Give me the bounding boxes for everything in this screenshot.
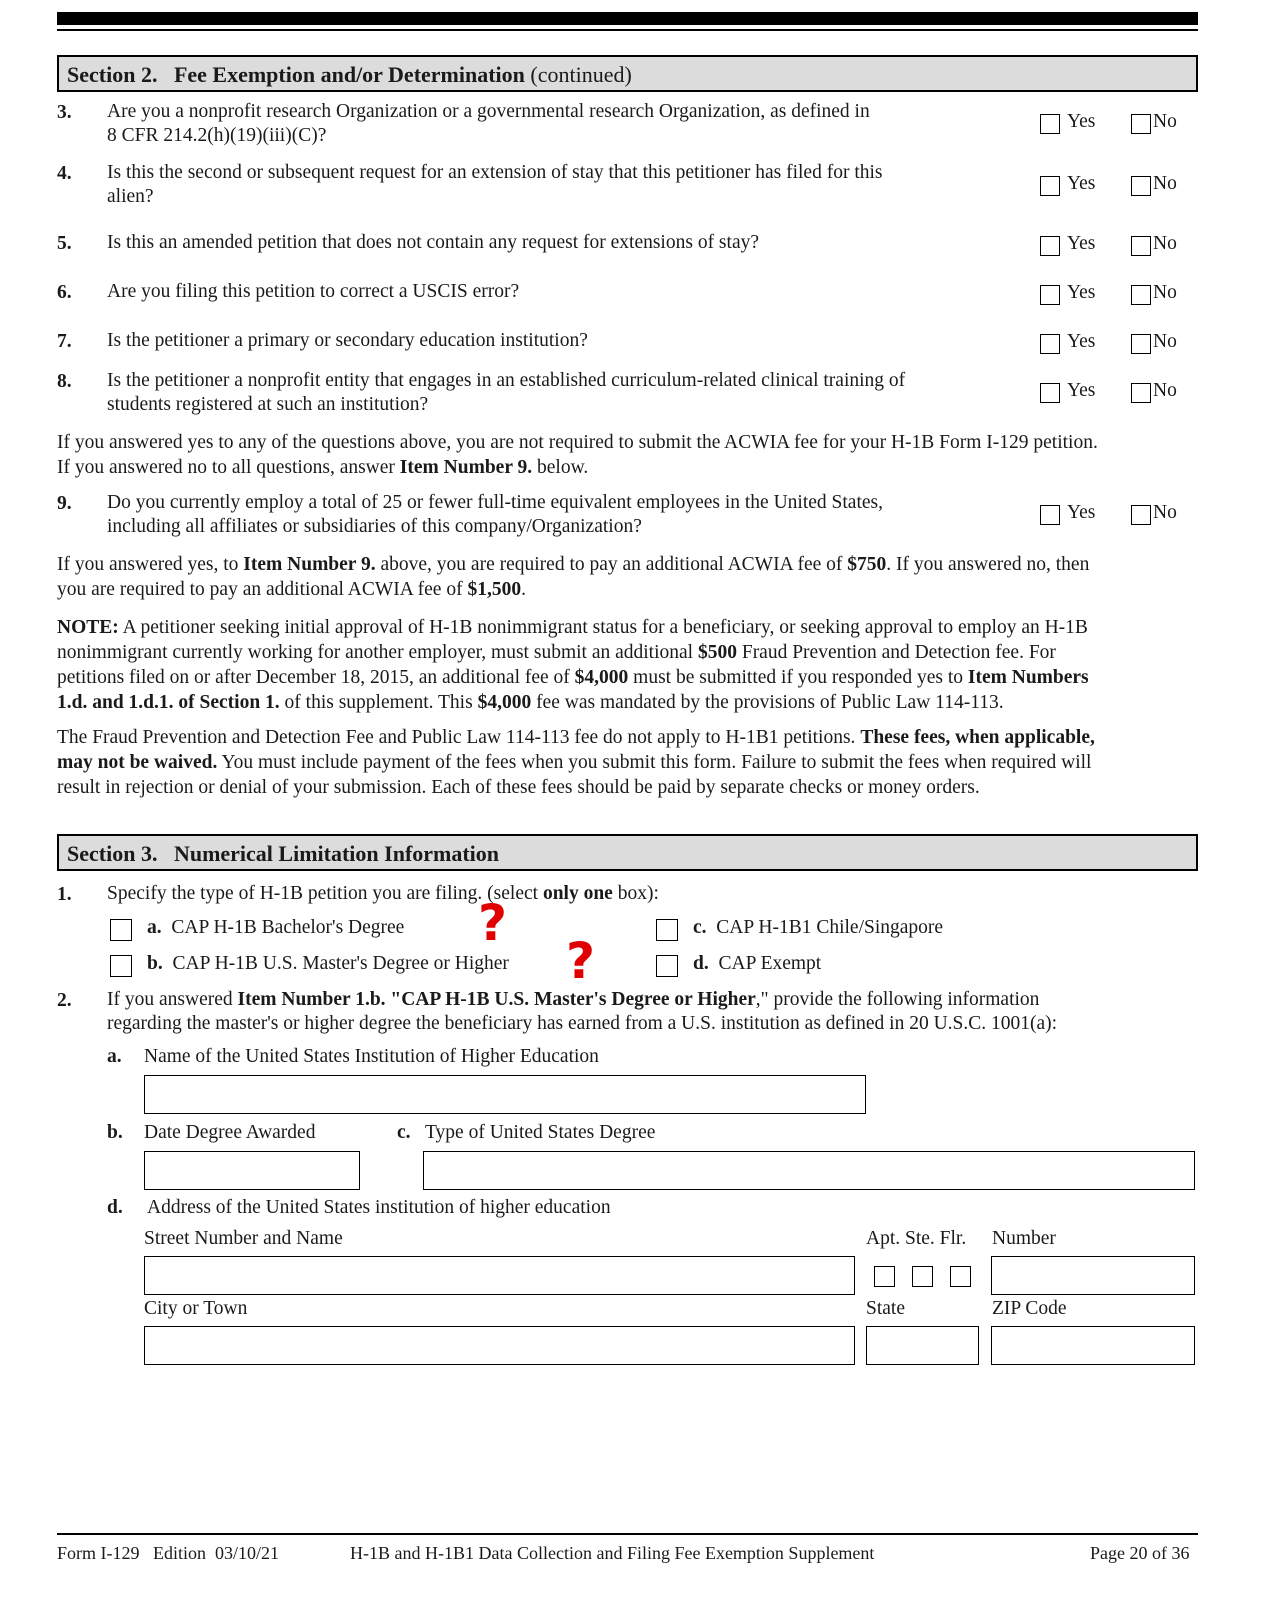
option-b-checkbox[interactable] [110,955,132,977]
ste-checkbox[interactable] [912,1266,933,1287]
q3-no-checkbox[interactable] [1131,114,1151,134]
section-3-title: Numerical Limitation Information [173,841,500,866]
option-b-label: b. CAP H-1B U.S. Master's Degree or Higher [147,953,509,974]
degree-type-input[interactable] [423,1151,1195,1190]
q9-no-label: No [1153,502,1177,523]
flr-checkbox[interactable] [950,1266,971,1287]
option-a-label: a. CAP H-1B Bachelor's Degree [147,917,405,938]
question-6-number: 6. [57,282,72,303]
question-8-number: 8. [57,371,72,392]
section-2-number: Section 2. [67,62,158,87]
date-awarded-label: Date Degree Awarded [144,1122,316,1143]
q7-yes-checkbox[interactable] [1040,334,1060,354]
q9-yes-label: Yes [1067,502,1096,523]
option-c-checkbox[interactable] [656,919,678,941]
q3-yes-checkbox[interactable] [1040,114,1060,134]
question-6-text: Are you filing this petition to correct a USCIS error? [107,281,520,302]
question-9-text: Do you currently employ a total of 25 or fewer full-time equivalent employees in the United States, including all affiliates or subsidiaries of this company/Organization? [107,492,883,537]
section-2-header [57,55,1198,92]
s3-question-2-number: 2. [57,990,72,1011]
q6-no-checkbox[interactable] [1131,285,1151,305]
q5-no-checkbox[interactable] [1131,236,1151,256]
question-mark-annotation-1: ? [478,894,508,952]
field-a-letter: a. [107,1046,122,1067]
street-input[interactable] [144,1256,855,1295]
zip-label: ZIP Code [992,1298,1067,1319]
top-thin-rule [57,29,1198,31]
question-4-number: 4. [57,163,72,184]
question-8-text: Is the petitioner a nonprofit entity that engages in an established curriculum-related clinical training of students registered at such an institution? [107,370,906,415]
acwia-fee-paragraph: If you answered yes, to Item Number 9. above, you are required to pay an additional ACWIA fee of $750. If you answered no, then you are required to pay an additional ACWIA fee of $1,500. [57,554,1090,600]
q4-yes-label: Yes [1067,173,1096,194]
apt-checkbox[interactable] [874,1266,895,1287]
q6-yes-checkbox[interactable] [1040,285,1060,305]
q9-yes-checkbox[interactable] [1040,505,1060,525]
q3-yes-label: Yes [1067,111,1096,132]
q4-yes-checkbox[interactable] [1040,176,1060,196]
top-thick-rule [57,12,1198,25]
note-paragraph: NOTE: A petitioner seeking initial approval of H-1B nonimmigrant status for a beneficiary, or seeking approval to employ an H-1B nonimmigrant currently working for another employer, must submit an additional $500 Fraud Prevention and Detection fee. For petitions filed on or after December 18, 2015, an additional fee of $4,000 must be submitted if you responded yes to Item Numbers 1.d. and 1.d.1. of Section 1. of this supplement. This $4,000 fee was mandated by the provisions of Public Law 114-113. [57,617,1089,713]
apt-ste-flr-label: Apt. Ste. Flr. [866,1228,967,1249]
question-4-text: Is this the second or subsequent request for an extension of stay that this petitioner has filed for this alien? [107,162,883,207]
state-input[interactable] [866,1326,979,1365]
option-c-label: c. CAP H-1B1 Chile/Singapore [693,917,944,938]
q6-yes-label: Yes [1067,282,1096,303]
field-d-letter: d. [107,1197,123,1218]
q5-yes-checkbox[interactable] [1040,236,1060,256]
state-label: State [866,1298,905,1319]
question-mark-annotation-2: ? [566,932,596,990]
date-awarded-input[interactable] [144,1151,360,1190]
s3-question-1-text: Specify the type of H-1B petition you are filing. (select only one box): [107,883,659,904]
q8-yes-label: Yes [1067,380,1096,401]
q8-no-checkbox[interactable] [1131,383,1151,403]
street-label: Street Number and Name [144,1228,343,1249]
field-c-letter: c. [397,1122,411,1143]
number-label: Number [992,1228,1056,1249]
question-5-number: 5. [57,233,72,254]
q4-no-label: No [1153,173,1177,194]
zip-input[interactable] [991,1326,1195,1365]
question-3-number: 3. [57,102,72,123]
section-3-number: Section 3. [67,841,158,866]
q7-yes-label: Yes [1067,331,1096,352]
q8-no-label: No [1153,380,1177,401]
footer-form-edition: Form I-129 Edition 03/10/21 [57,1543,279,1563]
footer-page-number: Page 20 of 36 [1090,1543,1190,1563]
question-7-number: 7. [57,331,72,352]
q8-yes-checkbox[interactable] [1040,383,1060,403]
q7-no-checkbox[interactable] [1131,334,1151,354]
field-b-letter: b. [107,1122,123,1143]
footer-rule [57,1533,1198,1535]
institution-address-label: Address of the United States institution of higher education [147,1197,611,1218]
q7-no-label: No [1153,331,1177,352]
institution-name-input[interactable] [144,1075,866,1114]
city-label: City or Town [144,1298,248,1319]
q5-yes-label: Yes [1067,233,1096,254]
fraud-fee-paragraph: The Fraud Prevention and Detection Fee and Public Law 114-113 fee do not apply to H-1B1 petitions. These fees, when applicable, may not be waived. You must include payment of the fees when you submit this form. Failure to submit the fees when required will result in rejection or denial of your submission. Each of these fees should be paid by separate checks or money orders. [57,727,1095,798]
q3-no-label: No [1153,111,1177,132]
option-a-checkbox[interactable] [110,919,132,941]
s3-question-2-text: If you answered Item Number 1.b. "CAP H-1B U.S. Master's Degree or Higher," provide the following information regarding the master's or higher degree the beneficiary has earned from a U.S. institution as defined in 20 U.S.C. 1001(a): [107,989,1058,1034]
city-input[interactable] [144,1326,855,1365]
question-3-text: Are you a nonprofit research Organization or a governmental research Organization, as defined in 8 CFR 214.2(h)(19)(iii)(C)? [107,101,870,146]
option-d-checkbox[interactable] [656,955,678,977]
section-2-title: Fee Exemption and/or Determination [173,62,525,87]
question-5-text: Is this an amended petition that does not contain any request for extensions of stay? [107,232,760,253]
q9-no-checkbox[interactable] [1131,505,1151,525]
acwia-instructions: If you answered yes to any of the questions above, you are not required to submit the ACWIA fee for your H-1B Form I-129 petition. If you answered no to all questions, answer Item Number 9. below. [57,432,1098,478]
q6-no-label: No [1153,282,1177,303]
degree-type-label: Type of United States Degree [425,1122,656,1143]
q4-no-checkbox[interactable] [1131,176,1151,196]
q5-no-label: No [1153,233,1177,254]
institution-name-label: Name of the United States Institution of Higher Education [144,1046,599,1067]
question-9-number: 9. [57,493,72,514]
s3-question-1-number: 1. [57,884,72,905]
option-d-label: d. CAP Exempt [693,953,822,974]
footer-title: H-1B and H-1B1 Data Collection and Filing Fee Exemption Supplement [350,1543,875,1563]
section-3-header [57,834,1198,871]
section-2-continued: (continued) [530,62,632,87]
number-input[interactable] [991,1256,1195,1295]
question-7-text: Is the petitioner a primary or secondary education institution? [107,330,588,351]
